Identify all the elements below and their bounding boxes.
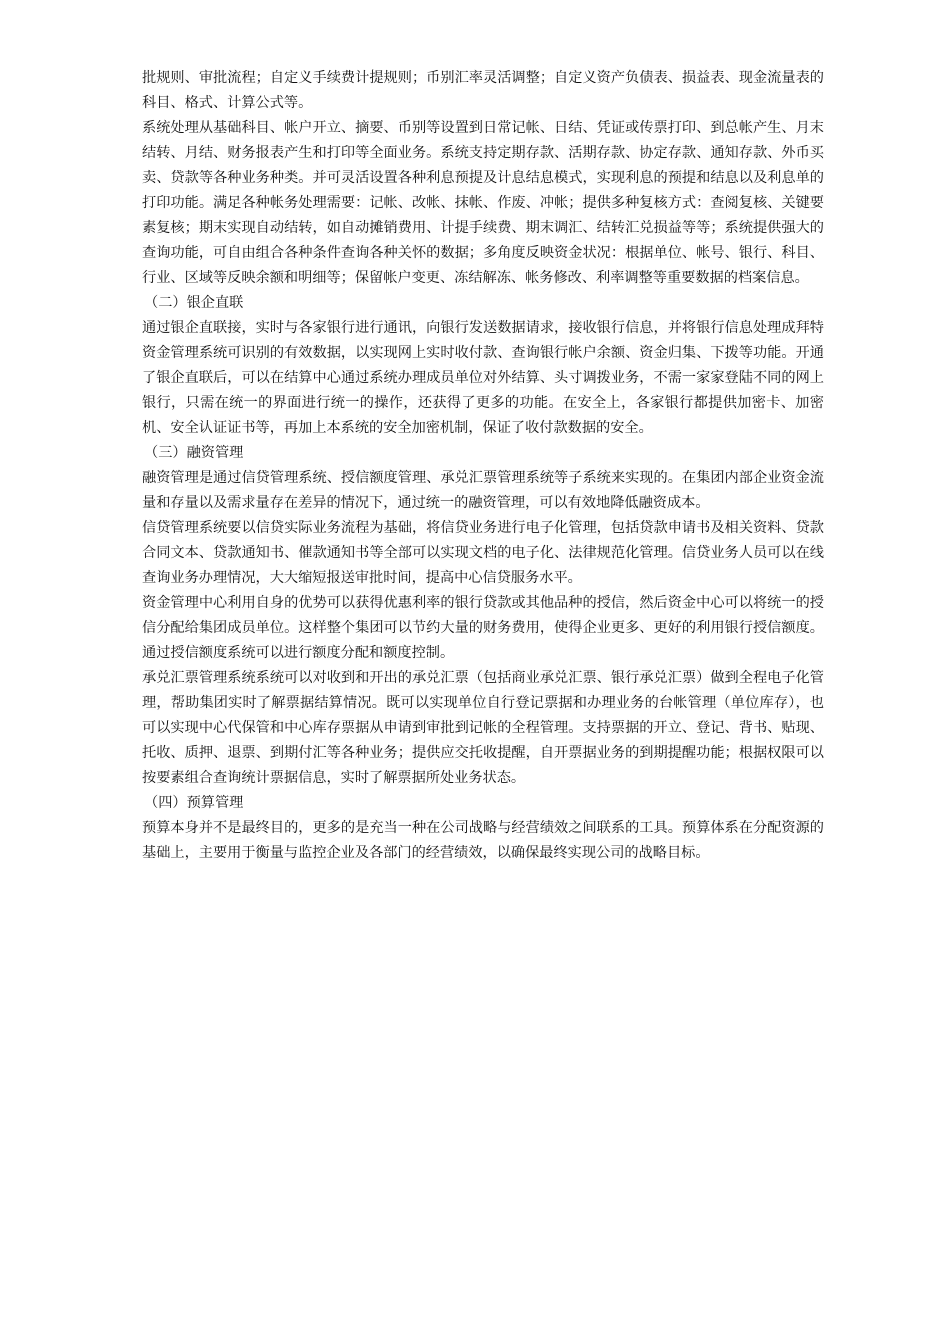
paragraph-credit-line: 资金管理中心利用自身的优势可以获得优惠利率的银行贷款或其他品种的授信，然后资金中心可以将统一的授信分配给集团成员单位。这样整个集团可以节约大量的财务费用，使得企业更多、更好的利用银行授信额度。通过授信额度系统可以进行额度分配和额度控制。 [142, 595, 824, 661]
section-heading-financing: （三）融资管理 [144, 445, 244, 461]
paragraph-financing-overview: 融资管理是通过信贷管理系统、授信额度管理、承兑汇票管理系统等子系统来实现的。在集团内部企业资金流量和存量以及需求量存在差异的情况下，通过统一的融资管理，可以有效地降低融资成本。 [142, 470, 824, 511]
paragraph-bank-enterprise-link: 通过银企直联接，实时与各家银行进行通讯，向银行发送数据请求，接收银行信息，并将银行信息处理成拜特资金管理系统可识别的有效数据，以实现网上实时收付款、查询银行帐户余额、资金归集、下拨等功能。开通了银企直联后，可以在结算中心通过系统办理成员单位对外结算、头寸调拨业务，不需一家家登陆不同的网上银行，只需在统一的界面进行统一的操作，还获得了更多的功能。在安全上，各家银行都提供加密卡、加密机、安全认证证书等，再加上本系统的安全加密机制，保证了收付款数据的安全。 [142, 320, 824, 436]
document-body [142, 66, 824, 866]
paragraph-continuation: 批规则、审批流程；自定义手续费计提规则；币别汇率灵活调整；自定义资产负债表、损益表、现金流量表的科目、格式、计算公式等。 [142, 70, 824, 111]
paragraph-acceptance-bill: 承兑汇票管理系统系统可以对收到和开出的承兑汇票（包括商业承兑汇票、银行承兑汇票）做到全程电子化管理，帮助集团实时了解票据结算情况。既可以实现单位自行登记票据和办理业务的台帐管理（单位库存），也可以实现中心代保管和中心库存票据从申请到审批到记帐的全程管理。支持票据的开立、登记、背书、贴现、托收、质押、退票、到期付汇等各种业务；提供应交托收提醒，自开票据业务的到期提醒功能；根据权限可以按要素组合查询统计票据信息，实时了解票据所处业务状态。 [142, 670, 824, 786]
paragraph-budget: 预算本身并不是最终目的，更多的是充当一种在公司战略与经营绩效之间联系的工具。预算体系在分配资源的基础上，主要用于衡量与监控企业及各部门的经营绩效，以确保最终实现公司的战略目标。 [142, 820, 824, 861]
paragraph-system-processing: 系统处理从基础科目、帐户开立、摘要、币别等设置到日常记帐、日结、凭证或传票打印、到总帐产生、月末结转、月结、财务报表产生和打印等全面业务。系统支持定期存款、活期存款、协定存款、通知存款、外币买卖、贷款等各种业务种类。并可灵活设置各种利息预提及计息结息模式，实现利息的预提和结息以及利息单的打印功能。满足各种帐务处理需要：记帐、改帐、抹帐、作废、冲帐；提供多种复核方式：查阅复核、关键要素复核；期末实现自动结转，如自动摊销费用、计提手续费、期末调汇、结转汇兑损益等等；系统提供强大的查询功能，可自由组合各种条件查询各种关怀的数据；多角度反映资金状况：根据单位、帐号、银行、科目、行业、区域等反映余额和明细等；保留帐户变更、冻结解冻、帐务修改、利率调整等重要数据的档案信息。 [142, 120, 824, 286]
section-heading-bank-enterprise-link: （二）银企直联 [144, 295, 244, 311]
paragraph-credit-management: 信贷管理系统要以信贷实际业务流程为基础，将信贷业务进行电子化管理，包括贷款申请书及相关资料、贷款合同文本、贷款通知书、催款通知书等全部可以实现文档的电子化、法律规范化管理。信贷业务人员可以在线查询业务办理情况，大大缩短报送审批时间，提高中心信贷服务水平。 [142, 520, 824, 586]
section-heading-budget: （四）预算管理 [144, 795, 244, 811]
